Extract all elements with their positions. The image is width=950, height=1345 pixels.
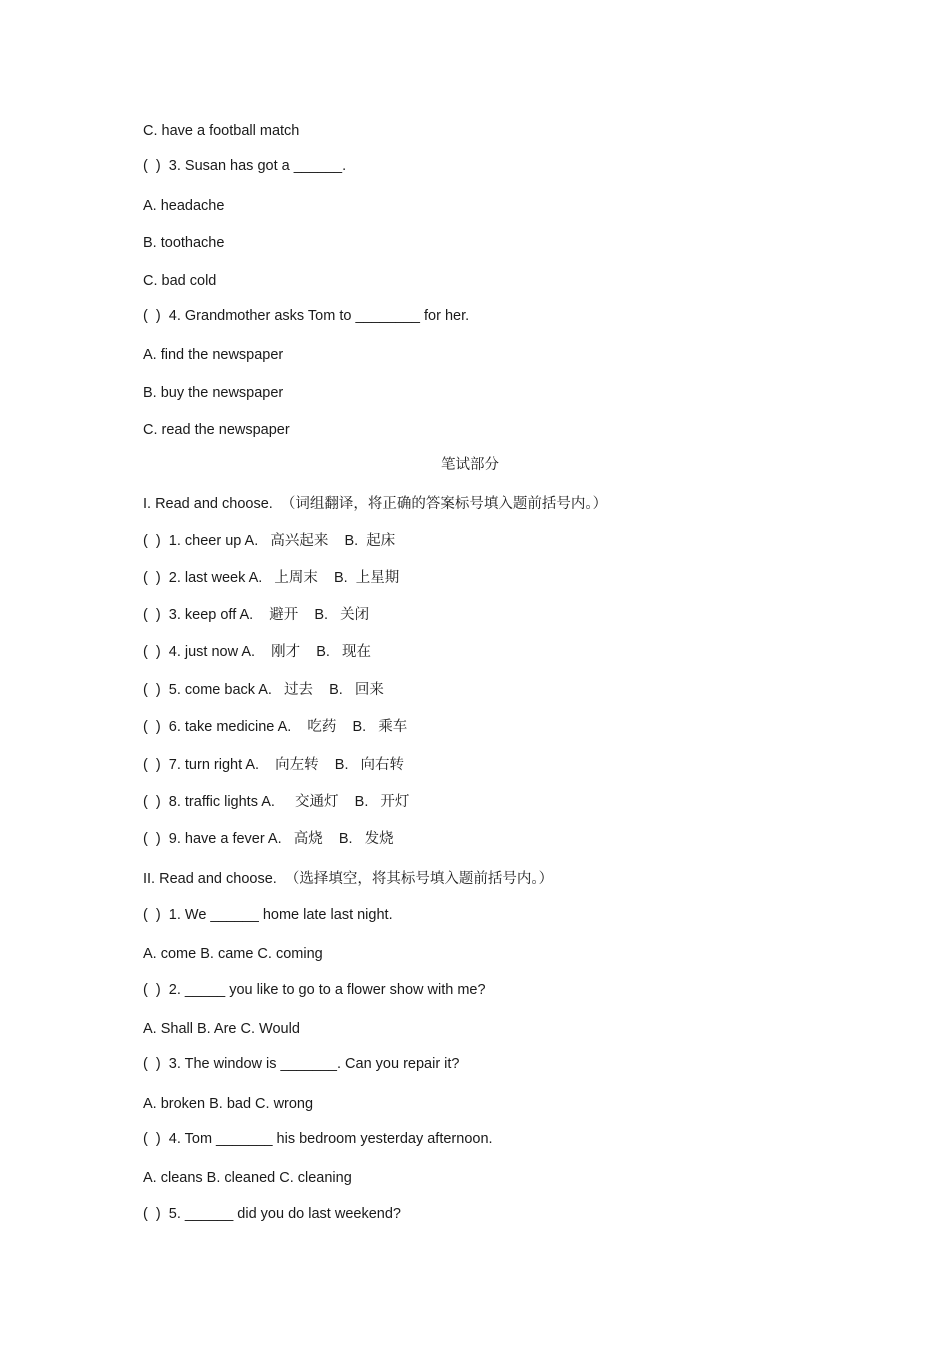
question-line: ( ) 2. _____ you like to go to a flower show with me?: [143, 982, 486, 998]
option-line: A. broken B. bad C. wrong: [143, 1096, 314, 1112]
option-line: A. headache: [143, 198, 225, 214]
question-line: ( ) 2. last week A. 上周末 B. 上星期: [143, 570, 400, 586]
question-line: ( ) 4. Grandmother asks Tom to ________ for her.: [143, 308, 470, 324]
option-line: B. toothache: [143, 235, 225, 251]
option-line: B. buy the newspaper: [143, 385, 284, 401]
option-line: C. bad cold: [143, 273, 217, 289]
question-line: ( ) 8. traffic lights A. 交通灯 B. 开灯: [143, 794, 410, 810]
question-line: ( ) 1. cheer up A. 高兴起来 B. 起床: [143, 533, 396, 549]
option-line: A. find the newspaper: [143, 347, 284, 363]
option-line: A. come B. came C. coming: [143, 946, 323, 962]
question-line: ( ) 3. Susan has got a ______.: [143, 158, 347, 174]
question-line: ( ) 1. We ______ home late last night.: [143, 907, 393, 923]
question-line: ( ) 5. ______ did you do last weekend?: [143, 1206, 401, 1222]
section-heading: I. Read and choose. （词组翻译，将正确的答案标号填入题前括号内。）: [143, 496, 608, 512]
question-line: ( ) 9. have a fever A. 高烧 B. 发烧: [143, 831, 394, 847]
question-line: ( ) 7. turn right A. 向左转 B. 向右转: [143, 757, 405, 773]
option-line: C. read the newspaper: [143, 422, 290, 438]
question-line: ( ) 3. keep off A. 避开 B. 关闭: [143, 607, 370, 623]
option-line: A. cleans B. cleaned C. cleaning: [143, 1170, 352, 1186]
option-line: C. have a football match: [143, 123, 300, 139]
question-line: ( ) 4. Tom _______ his bedroom yesterday afternoon.: [143, 1131, 493, 1147]
question-line: ( ) 5. come back A. 过去 B. 回来: [143, 682, 384, 698]
question-line: ( ) 6. take medicine A. 吃药 B. 乘车: [143, 719, 408, 735]
question-line: ( ) 4. just now A. 刚才 B. 现在: [143, 644, 372, 660]
section-title: 笔试部分: [441, 457, 499, 473]
section-heading: II. Read and choose. （选择填空，将其标号填入题前括号内。）: [143, 871, 554, 887]
option-line: A. Shall B. Are C. Would: [143, 1021, 300, 1037]
question-line: ( ) 3. The window is _______. Can you repair it?: [143, 1056, 460, 1072]
